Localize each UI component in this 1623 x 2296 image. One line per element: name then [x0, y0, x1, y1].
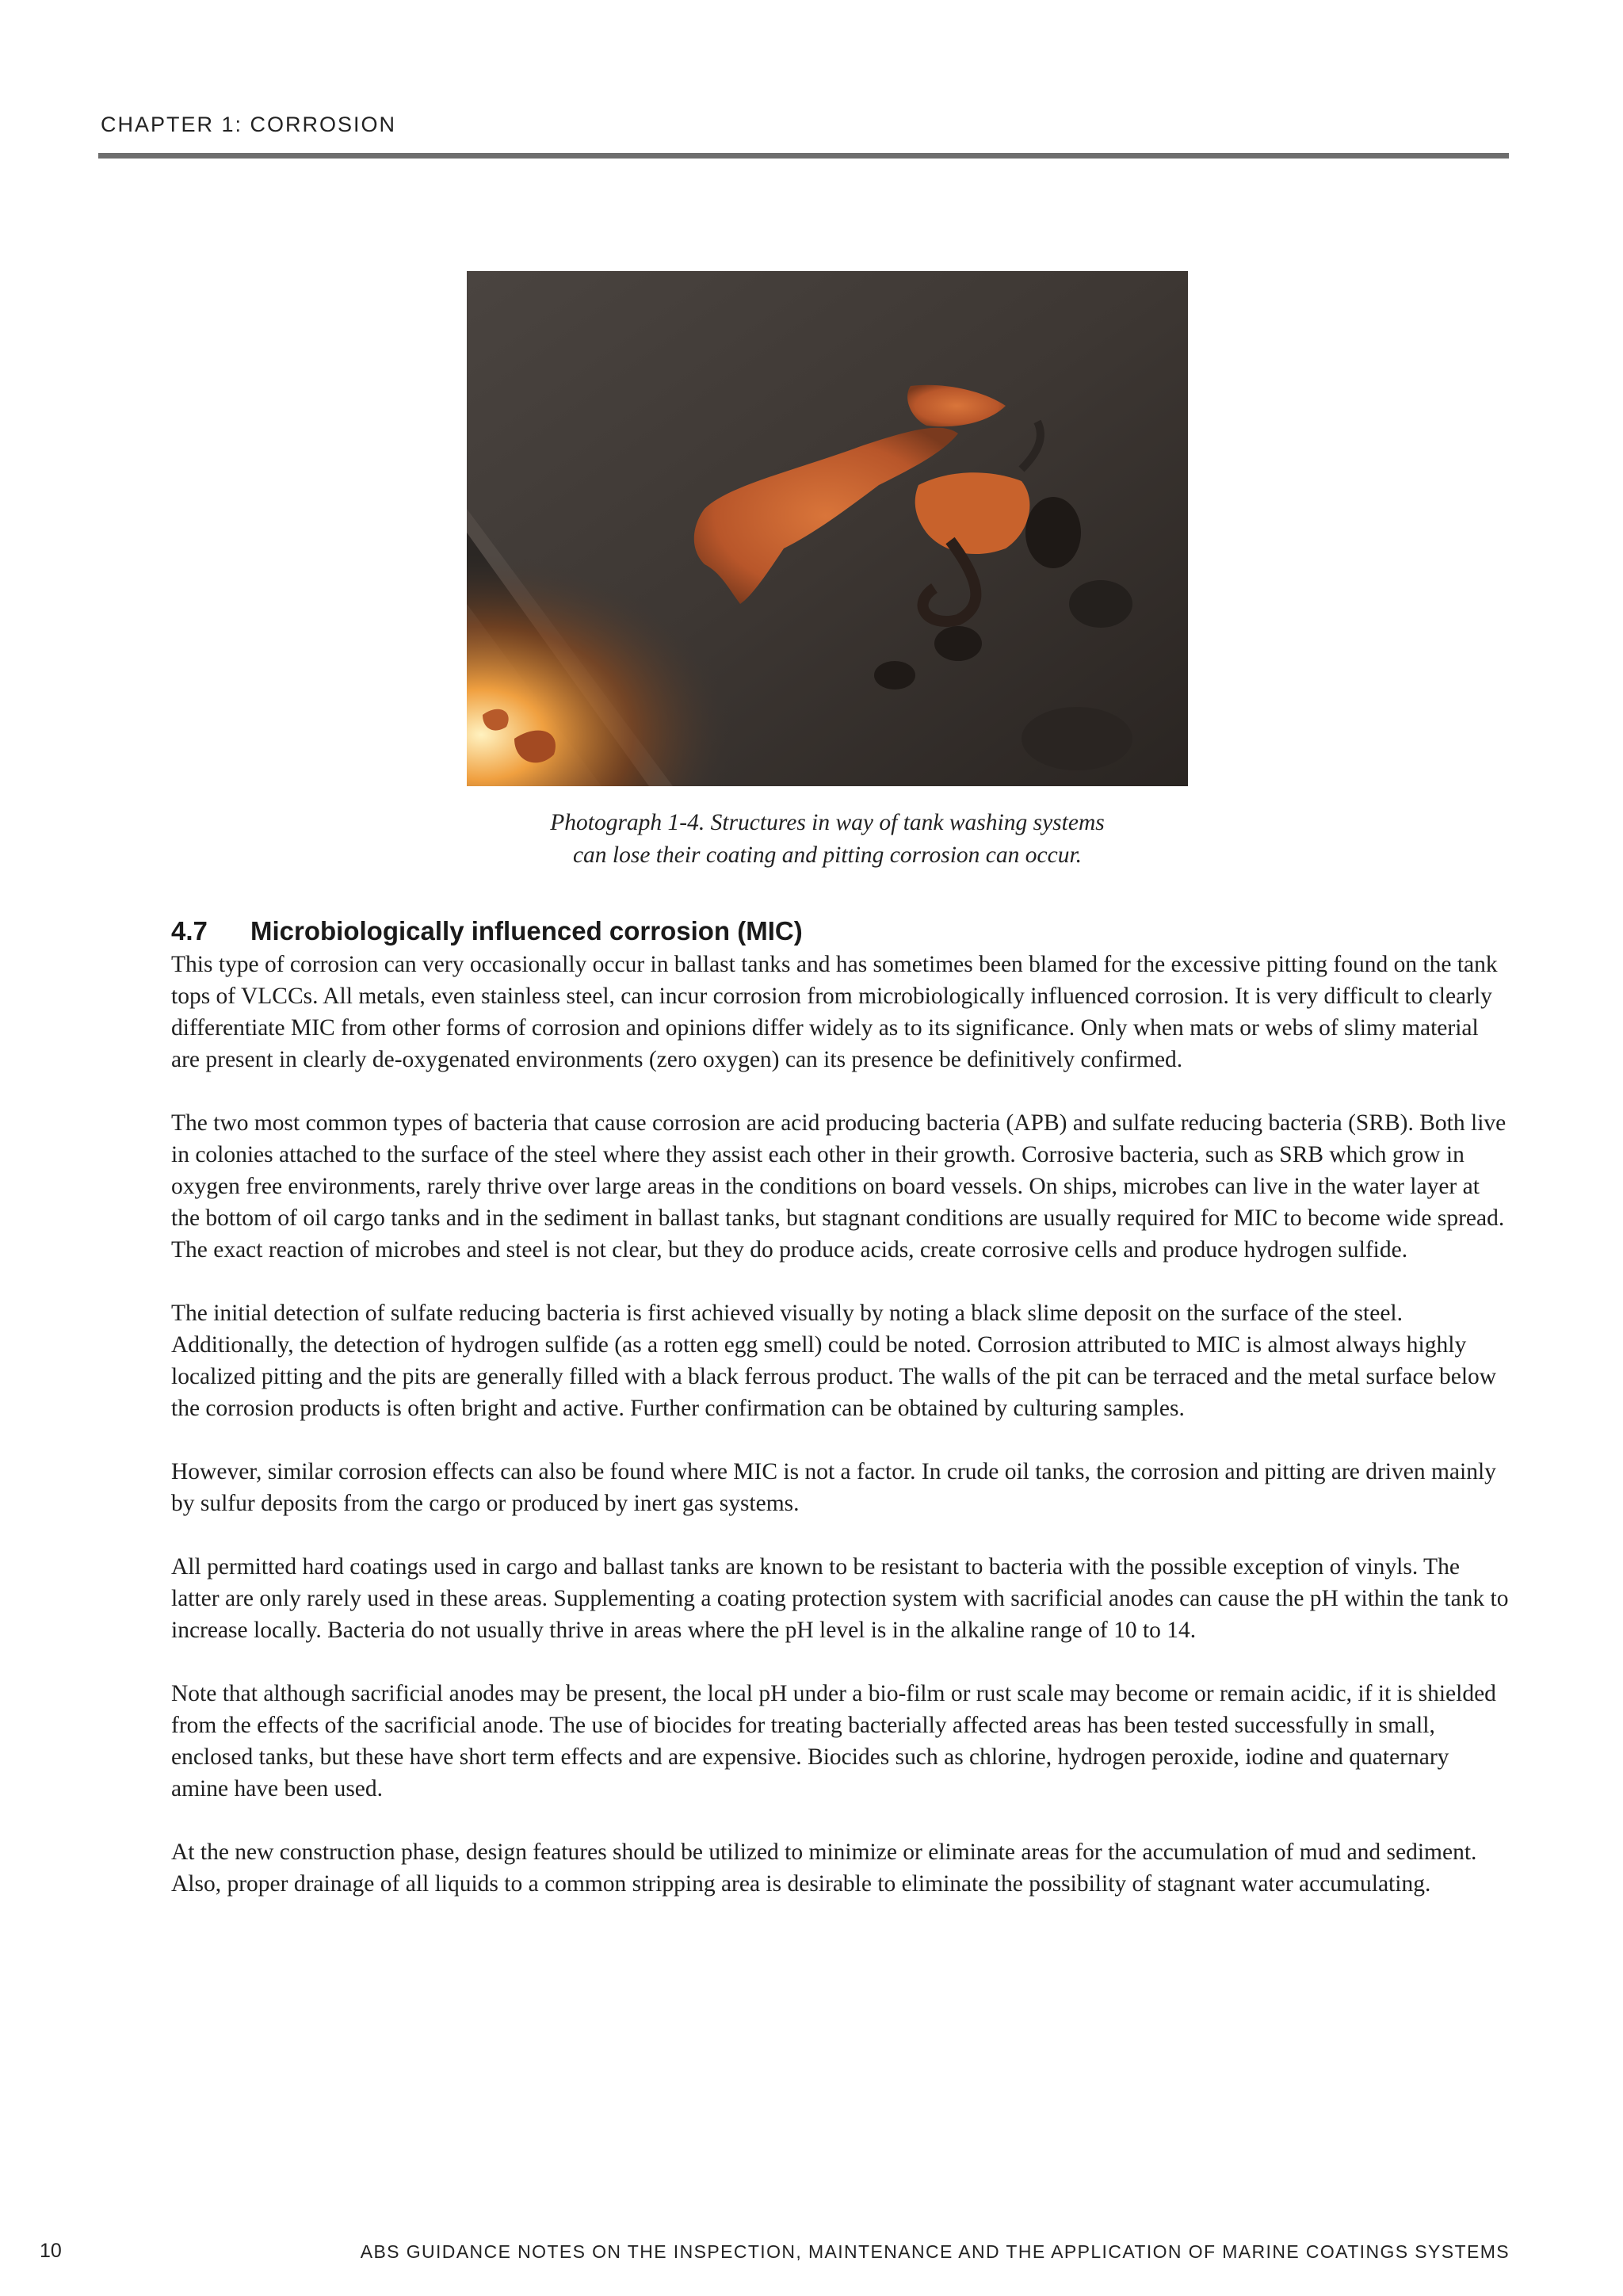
photograph-illustration [467, 271, 1188, 786]
body-paragraph: This type of corrosion can very occasionally occur in ballast tanks and has sometimes been blamed for the excessive pitting found on the tank tops of VLCCs. All metals, even stainless steel, can incur corrosion from microbiologically influenced corrosion. It is very difficult to clearly differentiate MIC from other forms of corrosion and opinions differ widely as to its significance. Only when mats or webs of slimy material are present in clearly de-oxygenated environments (zero oxygen) can its presence be definitively confirmed. [171, 952, 1498, 1072]
body-paragraph: The initial detection of sulfate reducing bacteria is first achieved visually by noting a black slime deposit on the surface of the steel. Additionally, the detection of hydrogen sulfide (as a rotten egg smell) could be noted. Corrosion attributed to MIC is almost always highly localized pitting and the pits are generally filled with a black ferrous product. The walls of the pit can be terraced and the metal surface below the corrosion products is often bright and active. Further confirmation can be obtained by culturing samples. [171, 1301, 1497, 1421]
body-paragraph: At the new construction phase, design features should be utilized to minimize or eliminate areas for the accumulation of mud and sediment. Also, proper drainage of all liquids to a common stripping area is desirable to eliminate the possibility of stagnant water accumulating. [171, 1839, 1477, 1897]
caption-line: can lose their coating and pitting corrosion can occur. [572, 842, 1083, 868]
caption-line: Photograph 1-4. Structures in way of tank washing systems [550, 810, 1105, 835]
body-paragraph: Note that although sacrificial anodes may be present, the local pH under a bio-film or rust scale may become or remain acidic, if it is shielded from the effects of the sacrificial anode. The use of biocides for treating bacterially affected areas has been tested successfully in small, enclosed tanks, but these have short term effects and are expensive. Biocides such as chlorine, hydrogen peroxide, iodine and quaternary amine have been used. [171, 1681, 1496, 1801]
body-paragraph: However, similar corrosion effects can also be found where MIC is not a factor. In crude oil tanks, the corrosion and pitting are driven mainly by sulfur deposits from the cargo or produced by inert gas systems. [171, 1459, 1496, 1516]
section-4-7 [171, 915, 1510, 1931]
header-rule [98, 153, 1509, 159]
section-title: Microbiologically influenced corrosion (MIC) [250, 916, 803, 946]
body-paragraph: All permitted hard coatings used in cargo and ballast tanks are known to be resistant to bacteria with the possible exception of vinyls. The latter are only rarely used in these areas. Supplementing a coating protection system with sacrificial anodes can cause the pH within the tank to increase locally. Bacteria do not usually thrive in areas where the pH level is in the alkaline range of 10 to 14. [171, 1554, 1509, 1643]
section-number: 4.7 [171, 916, 208, 946]
section-heading [171, 915, 1510, 947]
publication-title: ABS GUIDANCE NOTES ON THE INSPECTION, MAINTENANCE AND THE APPLICATION OF MARINE COATINGS SYSTEMS [360, 2241, 1510, 2262]
photo-caption [396, 807, 1258, 872]
corrosion-photograph [467, 271, 1188, 786]
body-paragraph: The two most common types of bacteria that cause corrosion are acid producing bacteria (APB) and sulfate reducing bacteria (SRB). Both live in colonies attached to the surface of the steel where they assist each other in their growth. Corrosive bacteria, such as SRB which grow in oxygen free environments, rarely thrive over large areas in the conditions on board vessels. On ships, microbes can live in the water layer at the bottom of oil cargo tanks and in the sediment in ballast tanks, but stagnant conditions are usually required for MIC to become wide spread. The exact reaction of microbes and steel is not clear, but they do produce acids, create corrosive cells and produce hydrogen sulfide. [171, 1110, 1507, 1263]
running-head: CHAPTER 1: CORROSION [101, 113, 397, 136]
page-number: 10 [40, 2240, 62, 2262]
